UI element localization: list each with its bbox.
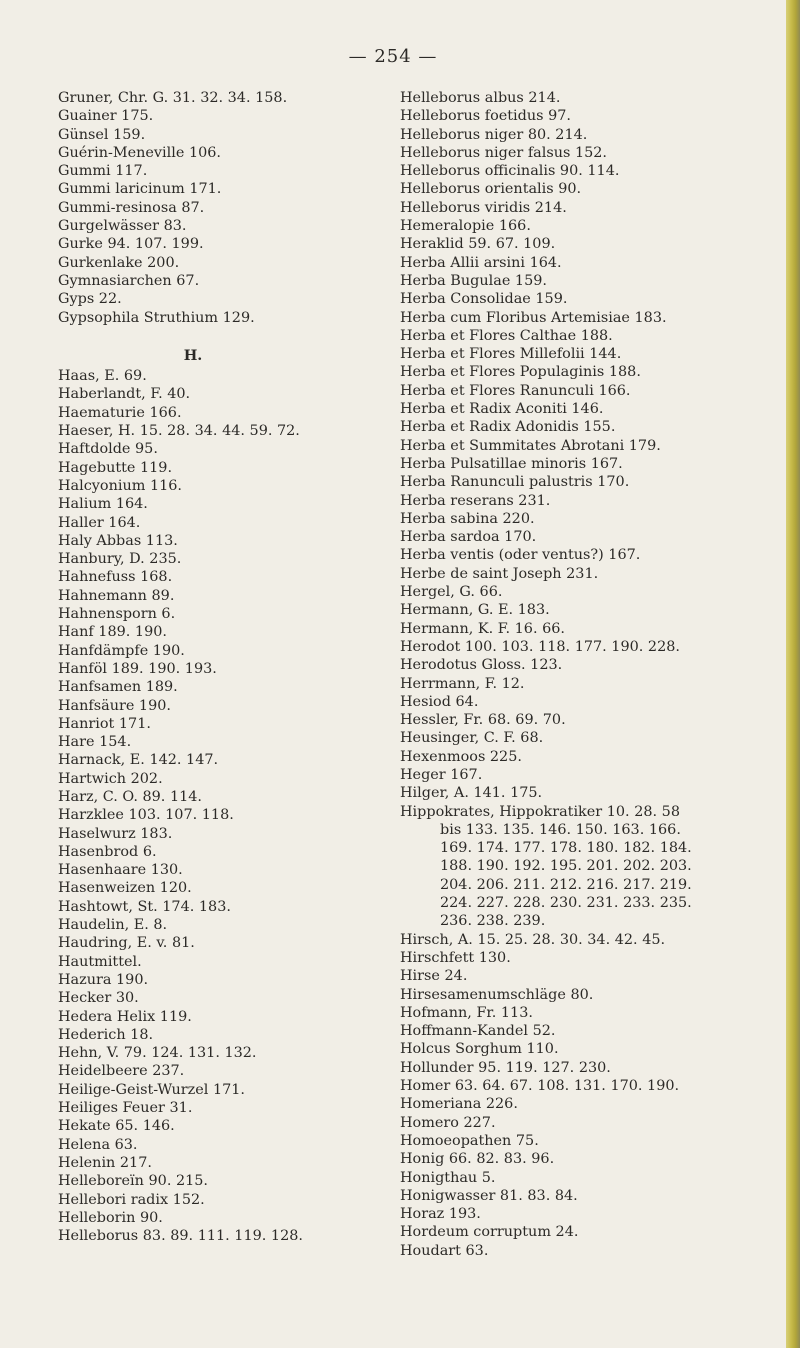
index-entry: Haas, E. 69. <box>58 368 147 385</box>
index-entry: Helleborus 83. 89. 111. 119. 128. <box>58 1228 303 1245</box>
index-entry: Harnack, E. 142. 147. <box>58 752 219 769</box>
index-entry: Gyps 22. <box>58 291 122 308</box>
index-entry: Helleborus niger 80. 214. <box>400 126 588 143</box>
index-entry: Haly Abbas 113. <box>58 532 178 549</box>
index-entry: Helleboreïn 90. 215. <box>58 1173 209 1190</box>
index-entry: Herba et Flores Ranunculi 166. <box>400 382 631 399</box>
index-entry: Harz, C. O. 89. 114. <box>58 788 202 805</box>
index-entry: Herba Bugulae 159. <box>400 272 547 289</box>
index-entry: Gummi 117. <box>58 163 148 180</box>
index-entry: Honigwasser 81. 83. 84. <box>400 1187 578 1204</box>
index-entry: Hazura 190. <box>58 971 149 988</box>
index-entry: Gummi-resinosa 87. <box>58 199 205 216</box>
index-entry: Gurkenlake 200. <box>58 254 180 271</box>
index-entry: Gypsophila Struthium 129. <box>58 309 255 326</box>
index-entry: Hanbury, D. 235. <box>58 551 182 568</box>
index-entry: Hilger, A. 141. 175. <box>400 785 543 802</box>
index-entry: Hoffmann-Kandel 52. <box>400 1023 556 1040</box>
index-entry: Helleborus niger falsus 152. <box>400 144 607 161</box>
index-entry: Honigthau 5. <box>400 1169 496 1186</box>
index-entry: Helleborus foetidus 97. <box>400 108 571 125</box>
index-entry: Herba et Flores Millefolii 144. <box>400 346 622 363</box>
index-entry: Herba et Flores Populaginis 188. <box>400 364 641 381</box>
index-entry: Heusinger, C. F. 68. <box>400 730 544 747</box>
index-entry: Heiliges Feuer 31. <box>58 1100 193 1117</box>
index-entry: Haudring, E. v. 81. <box>58 935 195 952</box>
index-entry: Herodot 100. 103. 118. 177. 190. 228. <box>400 638 680 655</box>
index-entry: Guérin-Meneville 106. <box>58 144 221 161</box>
index-entry: Heilige-Geist-Wurzel 171. <box>58 1081 245 1098</box>
index-entry: Haftdolde 95. <box>58 441 158 458</box>
index-entry: Hasenhaare 130. <box>58 862 183 879</box>
index-entry: Hekate 65. 146. <box>58 1118 175 1135</box>
index-entry: Herba cum Floribus Artemisiae 183. <box>400 309 667 326</box>
index-entry: Herba et Radix Adonidis 155. <box>400 419 616 436</box>
index-entry: Herodotus Gloss. 123. <box>400 657 563 674</box>
index-entry: Helleborin 90. <box>58 1209 163 1226</box>
index-entry: Helena 63. <box>58 1136 138 1153</box>
index-entry: Heger 167. <box>400 766 483 783</box>
index-entry-continuation: bis 133. 135. 146. 150. 163. 166. <box>440 821 681 838</box>
section-letter-heading: H. <box>183 346 203 364</box>
index-entry: Horaz 193. <box>400 1206 481 1223</box>
index-entry: Gurgelwässer 83. <box>58 218 187 235</box>
index-entry: Hemeralopie 166. <box>400 218 531 235</box>
index-entry: Hecker 30. <box>58 990 139 1007</box>
index-entry: Heidelbeere 237. <box>58 1063 185 1080</box>
index-column-left <box>58 89 358 1245</box>
index-entry: Herba et Radix Aconiti 146. <box>400 401 604 418</box>
index-entry: Herba Allii arsini 164. <box>400 254 562 271</box>
index-entry: Hagebutte 119. <box>58 459 173 476</box>
index-entry: Haematurie 166. <box>58 404 182 421</box>
index-entry: Hanfsamen 189. <box>58 679 178 696</box>
index-entry: Haudelin, E. 8. <box>58 917 168 934</box>
index-entry: Hedera Helix 119. <box>58 1008 192 1025</box>
index-entry: Hirse 24. <box>400 968 468 985</box>
index-entry: Gymnasiarchen 67. <box>58 272 200 289</box>
index-entry: Hermann, G. E. 183. <box>400 602 550 619</box>
index-entry: Hasenbrod 6. <box>58 843 157 860</box>
index-entry: Houdart 63. <box>400 1242 489 1259</box>
index-entry: Helleborus albus 214. <box>400 90 561 106</box>
page-edge <box>786 0 800 1348</box>
index-entry: Herba Consolidae 159. <box>400 291 568 308</box>
page-number: — 254 — <box>348 46 438 67</box>
index-entry: Hexenmoos 225. <box>400 748 522 765</box>
index-entry: Hordeum corruptum 24. <box>400 1224 579 1241</box>
index-entry: Hanriot 171. <box>58 715 151 732</box>
index-entry: Hartwich 202. <box>58 770 163 787</box>
index-entry: Gruner, Chr. G. 31. 32. 34. 158. <box>58 90 288 106</box>
index-entry: Gurke 94. 107. 199. <box>58 236 204 253</box>
index-entry: Hellebori radix 152. <box>58 1191 205 1208</box>
index-entry: Herba reserans 231. <box>400 492 551 509</box>
index-entry: Helleborus viridis 214. <box>400 199 567 216</box>
index-entry: Hahnensporn 6. <box>58 606 176 623</box>
index-entry: Holcus Sorghum 110. <box>400 1041 559 1058</box>
index-entry-continuation: 236. 238. 239. <box>440 913 546 930</box>
index-entry: Haselwurz 183. <box>58 825 173 842</box>
index-entry: Herba sardoa 170. <box>400 529 537 546</box>
index-entry: Hanföl 189. 190. 193. <box>58 660 217 677</box>
index-entry: Hautmittel. <box>58 953 142 970</box>
index-entry: Gummi laricinum 171. <box>58 181 222 198</box>
index-entry: Hehn, V. 79. 124. 131. 132. <box>58 1045 257 1062</box>
index-entry: Herba Pulsatillae minoris 167. <box>400 455 623 472</box>
index-column-right <box>400 89 778 1260</box>
index-entry: Halcyonium 116. <box>58 477 182 494</box>
index-entry: Heraklid 59. 67. 109. <box>400 236 556 253</box>
index-entry: Haeser, H. 15. 28. 34. 44. 59. 72. <box>58 423 300 440</box>
index-entry: Helenin 217. <box>58 1154 152 1171</box>
index-entry: Hesiod 64. <box>400 693 479 710</box>
index-entry: Halium 164. <box>58 496 148 513</box>
index-entry-continuation: 204. 206. 211. 212. 216. 217. 219. <box>440 876 692 893</box>
index-entry-continuation: 169. 174. 177. 178. 180. 182. 184. <box>440 840 692 857</box>
index-entry: Hashtowt, St. 174. 183. <box>58 898 231 915</box>
index-entry: Hessler, Fr. 68. 69. 70. <box>400 712 566 729</box>
index-entry: Homero 227. <box>400 1114 496 1131</box>
index-entry: Hare 154. <box>58 734 132 751</box>
index-entry: Hahnemann 89. <box>58 587 175 604</box>
index-entry: Helleborus orientalis 90. <box>400 181 582 198</box>
index-entry: Hahnefuss 168. <box>58 569 173 586</box>
index-entry: Homer 63. 64. 67. 108. 131. 170. 190. <box>400 1078 680 1095</box>
index-entry: Hippokrates, Hippokratiker 10. 28. 58 <box>400 803 680 820</box>
index-entry: Herba Ranunculi palustris 170. <box>400 474 630 491</box>
index-entry: Guainer 175. <box>58 108 154 125</box>
index-entry: Hofmann, Fr. 113. <box>400 1004 533 1021</box>
index-entry: Günsel 159. <box>58 126 146 143</box>
index-entry: Hederich 18. <box>58 1026 154 1043</box>
index-entry: Helleborus officinalis 90. 114. <box>400 163 620 180</box>
index-entry: Herba ventis (oder ventus?) 167. <box>400 547 641 564</box>
index-entry: Hirschfett 130. <box>400 949 511 966</box>
index-entry: Homoeopathen 75. <box>400 1132 539 1149</box>
index-entry: Haberlandt, F. 40. <box>58 386 191 403</box>
index-entry: Herrmann, F. 12. <box>400 675 525 692</box>
index-entry: Hanfdämpfe 190. <box>58 642 185 659</box>
index-entry: Hasenweizen 120. <box>58 880 192 897</box>
index-entry: Hirsesamenumschläge 80. <box>400 986 594 1003</box>
index-entry: Honig 66. 82. 83. 96. <box>400 1151 555 1168</box>
index-entry: Herba et Flores Calthae 188. <box>400 327 613 344</box>
index-entry: Hanf 189. 190. <box>58 624 167 641</box>
index-entry: Harzklee 103. 107. 118. <box>58 807 234 824</box>
index-entry: Haller 164. <box>58 514 141 531</box>
index-entry: Hergel, G. 66. <box>400 584 503 601</box>
index-entry-continuation: 188. 190. 192. 195. 201. 202. 203. <box>440 858 692 875</box>
index-entry: Hanfsäure 190. <box>58 697 171 714</box>
index-entry: Hollunder 95. 119. 127. 230. <box>400 1059 611 1076</box>
index-entry: Hirsch, A. 15. 25. 28. 30. 34. 42. 45. <box>400 931 666 948</box>
index-entry: Herba et Summitates Abrotani 179. <box>400 437 661 454</box>
index-entry: Herba sabina 220. <box>400 510 535 527</box>
index-entry: Hermann, K. F. 16. 66. <box>400 620 565 637</box>
index-entry: Homeriana 226. <box>400 1096 518 1113</box>
index-entry-continuation: 224. 227. 228. 230. 231. 233. 235. <box>440 895 692 912</box>
index-entry: Herbe de saint Joseph 231. <box>400 565 599 582</box>
